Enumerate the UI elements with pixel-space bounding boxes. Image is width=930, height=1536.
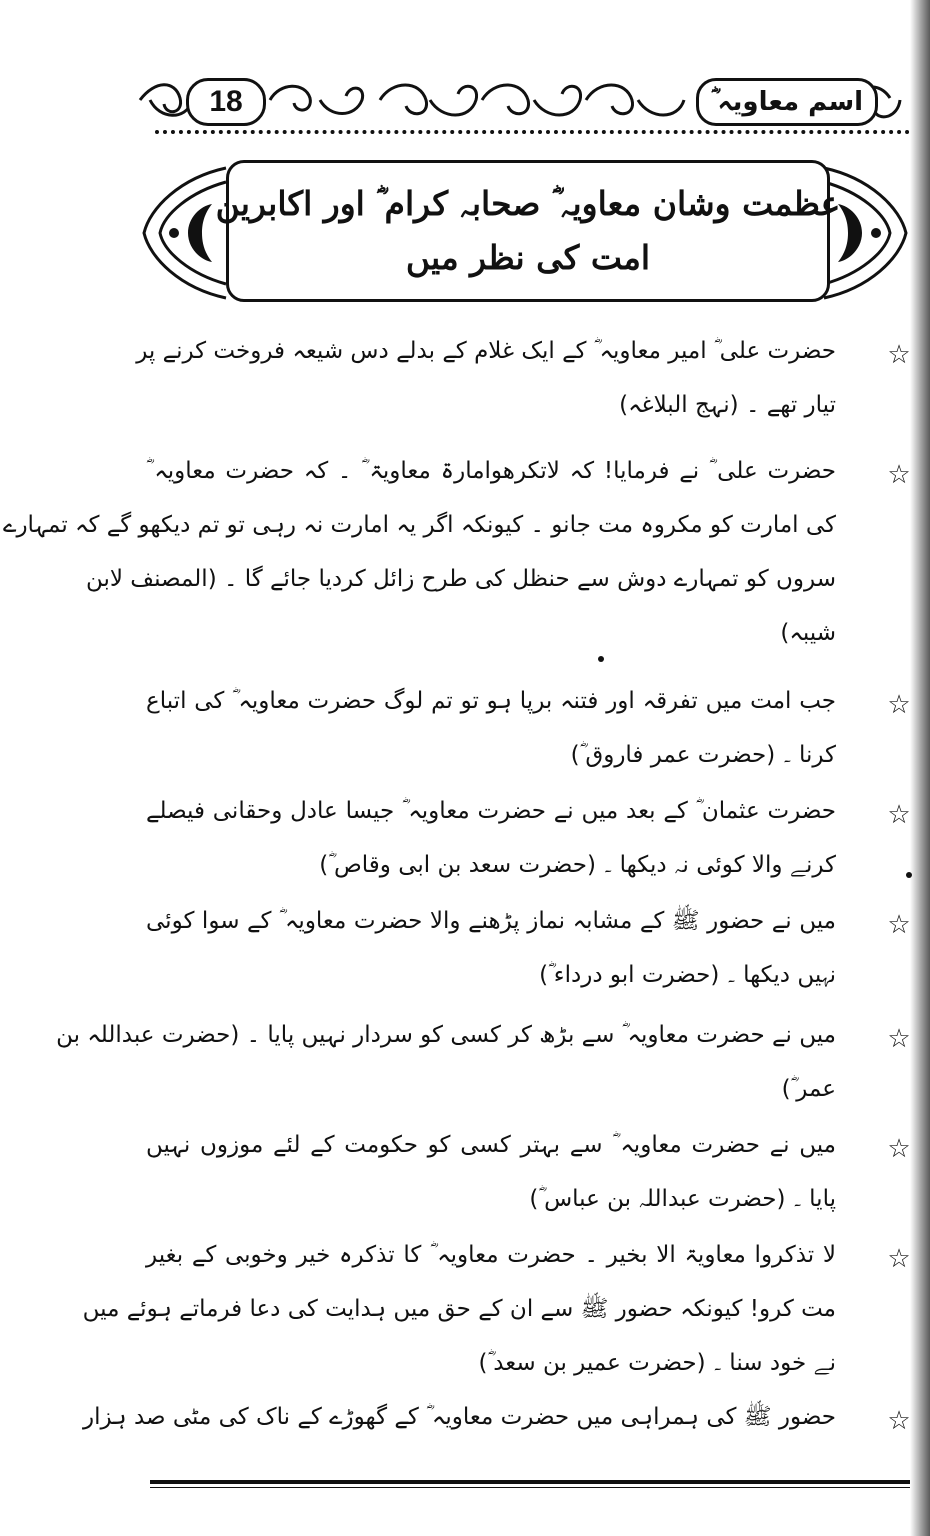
- entry-text-line: کرنا ۔ (حضرت عمر فاروق ؓ): [570, 742, 836, 768]
- entry-text-line: تیار تھے ۔ (نہج البلاغہ): [619, 392, 836, 418]
- entry-text-line: میں نے حضرت معاویہ ؓ سے بہتر کسی کو حکومت کے لئے موزوں نہیں: [146, 1132, 836, 1158]
- print-speck: [906, 872, 912, 878]
- entry-text-line: میں نے حضور ﷺ کے مشابہ نماز پڑھنے والا حضرت معاویہ ؓ کے سوا کوئی: [146, 908, 836, 934]
- chapter-title: [215, 160, 841, 302]
- footer-rule-thin: [150, 1487, 910, 1488]
- print-speck: [598, 656, 604, 662]
- entry-text-line: جب امت میں تفرقہ اور فتنہ برپا ہو تو تم لوگ حضرت معاویہ ؓ کی اتباع: [146, 688, 836, 714]
- star-bullet-icon: ☆: [887, 690, 911, 720]
- entry-text-line: حضرت عثمان ؓ کے بعد میں نے حضرت معاویہ ؓ جیسا عادل وحقانی فیصلے: [146, 798, 836, 824]
- entry-text-line: لا تذکروا معاویۃ الا بخیر ۔ حضرت معاویہ ؓ کا تذکرہ خیر وخوبی کے بغیر: [146, 1242, 836, 1268]
- page-number: 18: [186, 78, 266, 126]
- entry-text-line: نہیں دیکھا ۔ (حضرت ابو درداء ؓ): [539, 962, 836, 988]
- entry-text-line: کی امارت کو مکروہ مت جانو ۔ کیونکہ اگر یہ امارت نہ رہی تو تم دیکھو گے کہ تمہارے: [2, 512, 836, 538]
- star-bullet-icon: ☆: [887, 1134, 911, 1164]
- entry-text-line: سروں کو تمہارے دوش سے حنظل کی طرح زائل کردیا جائے گا ۔ (المصنف لابن: [85, 566, 836, 592]
- entry-text-line: حضرت علی ؓ نے فرمایا! کہ لاتکرھوامارۃ معاویۃ ؓ ۔ کہ حضرت معاویہ ؓ: [146, 458, 836, 484]
- star-bullet-icon: ☆: [887, 340, 911, 370]
- entry-text-line: حضرت علی ؓ امیر معاویہ ؓ کے ایک غلام کے بدلے دس شیعہ فروخت کرنے پر: [136, 338, 836, 364]
- chapter-title-line-1: عظمت وشان معاویہ ؓ صحابہ کرام ؓ اور اکابرین: [215, 184, 841, 223]
- header-dotted-rule: [155, 130, 910, 134]
- star-bullet-icon: ☆: [887, 1406, 911, 1436]
- entry-text-line: مت کرو! کیونکہ حضور ﷺ سے ان کے حق میں ہدایت کی دعا فرماتے ہوئے میں: [82, 1296, 836, 1322]
- star-bullet-icon: ☆: [887, 910, 911, 940]
- running-title: اسم معاویہ ؓ: [696, 78, 878, 126]
- star-bullet-icon: ☆: [887, 1244, 911, 1274]
- entry-text-line: عمر ؓ): [781, 1076, 836, 1102]
- entry-text-line: نے خود سنا ۔ (حضرت عمیر بن سعد ؓ): [478, 1350, 836, 1376]
- entry-text-line: حضور ﷺ کی ہمراہی میں حضرت معاویہ ؓ کے گھوڑے کے ناک کی مٹی صد ہزار: [82, 1404, 836, 1430]
- footer-rule: [150, 1480, 910, 1484]
- entry-text-line: شیبہ): [780, 620, 836, 646]
- star-bullet-icon: ☆: [887, 460, 911, 490]
- chapter-title-line-2: امت کی نظر میں: [405, 238, 651, 277]
- entry-text-line: میں نے حضرت معاویہ ؓ سے بڑھ کر کسی کو سردار نہیں پایا ۔ (حضرت عبداللہ بن: [56, 1022, 836, 1048]
- star-bullet-icon: ☆: [887, 1024, 911, 1054]
- star-bullet-icon: ☆: [887, 800, 911, 830]
- entry-text-line: کرنے والا کوئی نہ دیکھا ۔ (حضرت سعد بن ابی وقاص ؓ): [319, 852, 836, 878]
- entry-text-line: پایا ۔ (حضرت عبداللہ بن عباس ؓ): [529, 1186, 836, 1212]
- page-edge-shadow: [910, 0, 930, 1536]
